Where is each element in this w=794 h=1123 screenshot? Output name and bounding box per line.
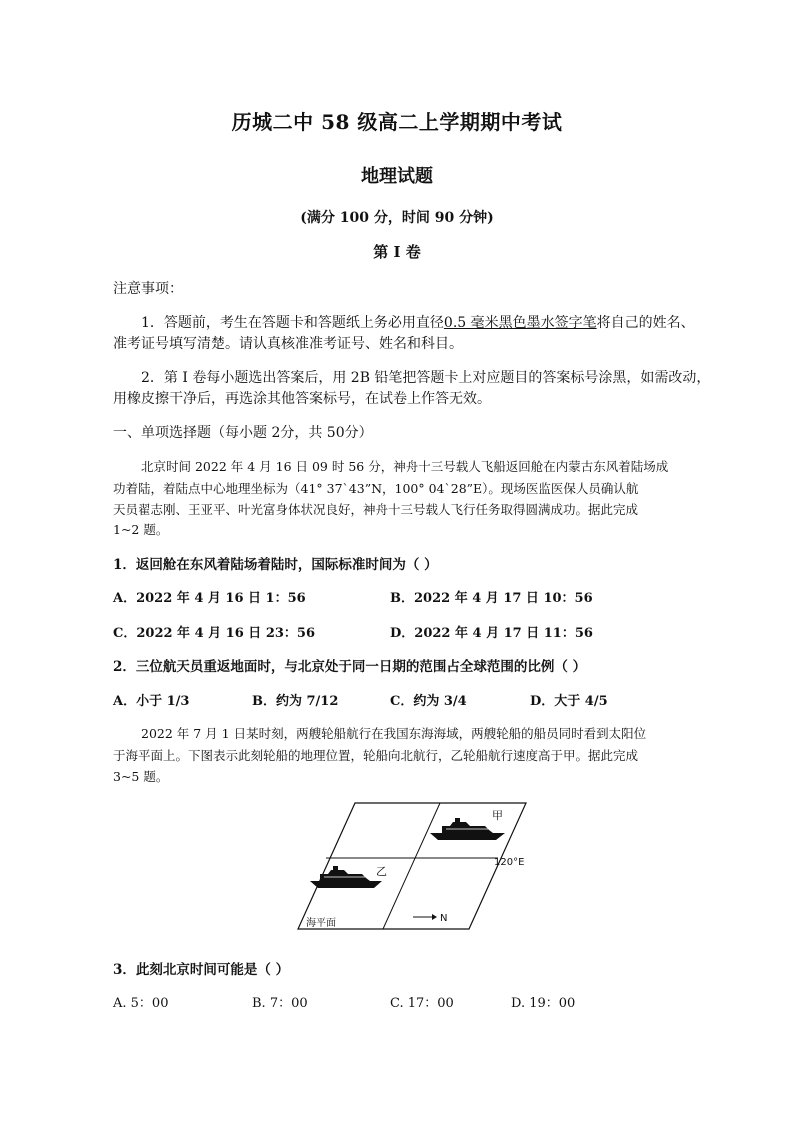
- volume-label: 第 I 卷: [373, 243, 421, 261]
- question-2-option-b: B．约为 7/12: [252, 694, 339, 709]
- passage-2-line-2: 于海平面上。下图表示此刻轮船的地理位置，轮船向北航行，乙轮船航行速度高于甲。据此完成: [113, 748, 639, 763]
- meridian-label: 120°E: [494, 857, 525, 868]
- passage-2-line-1: 2022 年 7 月 1 日某时刻，两艘轮船航行在我国东海海域，两艘轮船的船员同时看到太阳位: [141, 726, 647, 741]
- question-1-option-b: B．2022 年 4 月 17 日 10：56: [390, 591, 593, 606]
- exam-subject: 地理试题: [361, 166, 433, 187]
- north-label: N: [440, 913, 448, 924]
- passage-1-line-2: 功着陆，着陆点中心地理坐标为（41° 37`43”N，100° 04`28”E）。现场医监医保人员确认航: [113, 481, 639, 496]
- passage-2-line-3: 3~5 题。: [113, 769, 169, 784]
- score-time-note: (满分 100 分，时间 90 分钟): [300, 210, 494, 226]
- question-3-option-a: A. 5：00: [113, 996, 169, 1011]
- passage-1-line-4: 1~2 题。: [113, 522, 169, 537]
- notice-item-1-line-2: 准考证号填写清楚。请认真核准准考证号、姓名和科目。: [113, 336, 463, 352]
- north-arrow-icon: [413, 914, 437, 920]
- notice-item-1-text-a: 1．答题前，考生在答题卡和答题纸上务必用直径: [141, 315, 444, 331]
- ship-position-figure: [290, 795, 540, 935]
- question-2-option-a: A．小于 1/3: [113, 694, 190, 709]
- question-1-stem: 1．返回舱在东风着陆场着陆时，国际标准时间为（ ）: [113, 557, 438, 573]
- question-2-stem: 2．三位航天员重返地面时，与北京处于同一日期的范围占全球范围的比例（ ）: [113, 659, 587, 675]
- question-3-stem: 3．此刻北京时间可能是（ ）: [113, 962, 290, 978]
- question-3-option-b: B. 7：00: [252, 996, 308, 1011]
- question-1-option-a: A．2022 年 4 月 16 日 1：56: [113, 591, 306, 606]
- meridian-line: [383, 803, 440, 929]
- notice-item-2-line-2: 用橡皮擦干净后，再选涂其他答案标号，在试卷上作答无效。: [113, 391, 491, 407]
- passage-1-line-3: 天员翟志刚、王亚平、叶光富身体状况良好，神舟十三号载人飞行任务取得圆满成功。据此完成: [113, 502, 639, 517]
- question-3-option-d: D. 19：00: [511, 996, 576, 1011]
- question-2-option-d: D．大于 4/5: [530, 694, 608, 709]
- ship-yi-icon: [310, 866, 382, 888]
- notice-heading: 注意事项：: [113, 281, 183, 297]
- passage-1-line-1: 北京时间 2022 年 4 月 16 日 09 时 56 分，神舟十三号载人飞船返回舱在内蒙古东风着陆场成: [141, 459, 669, 474]
- notice-item-2-line-1: 2．第 I 卷每小题选出答案后，用 2B 铅笔把答题卡上对应题目的答案标号涂黑，如需改动，: [141, 370, 711, 386]
- ship-yi-label: 乙: [376, 865, 387, 878]
- ship-jia-label: 甲: [492, 809, 503, 822]
- question-1-option-c: C．2022 年 4 月 16 日 23：56: [113, 626, 316, 641]
- notice-item-1: [141, 312, 695, 332]
- sea-level-label: 海平面: [306, 918, 336, 929]
- question-2-option-c: C．约为 3/4: [390, 694, 467, 709]
- question-3-option-c: C. 17：00: [390, 996, 454, 1011]
- notice-item-1-underlined: 0.5 毫米黑色墨水签字笔: [443, 315, 597, 331]
- question-1-option-d: D．2022 年 4 月 17 日 11：56: [390, 626, 593, 641]
- exam-title: 历城二中 58 级高二上学期期中考试: [231, 110, 563, 134]
- section-heading: 一、单项选择题（每小题 2分，共 50分）: [113, 425, 373, 441]
- notice-item-1-text-b: 将自己的姓名、: [596, 315, 695, 331]
